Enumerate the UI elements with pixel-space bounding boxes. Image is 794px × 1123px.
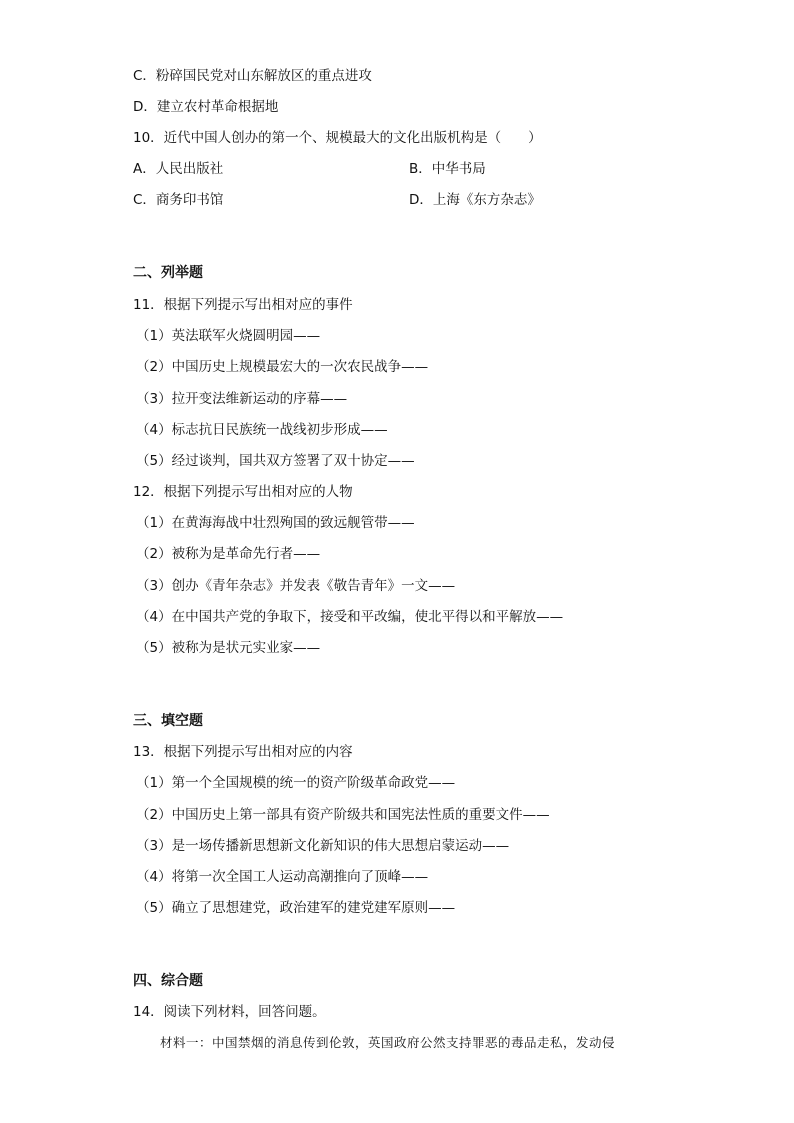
q12-item-3: （3）创办《青年杂志》并发表《敬告青年》一文——: [136, 578, 456, 594]
q10-option-d: D．上海《东方杂志》: [409, 192, 541, 208]
q11-item-3: （3）拉开变法维新运动的序幕——: [136, 391, 348, 407]
q10-stem: 10．近代中国人创办的第一个、规模最大的文化出版机构是（ ）: [133, 130, 542, 146]
q13-item-1: （1）第一个全国规模的统一的资产阶级革命政党——: [136, 775, 456, 791]
section-2-title: 二、列举题: [133, 265, 203, 281]
q11-item-2: （2）中国历史上规模最宏大的一次农民战争——: [136, 359, 429, 375]
q12-item-5: （5）被称为是状元实业家——: [136, 640, 321, 656]
q11-item-1: （1）英法联军火烧圆明园——: [136, 328, 321, 344]
q14-material-1: 材料一：中国禁烟的消息传到伦敦，英国政府公然支持罪恶的毒品走私，发动侵: [160, 1035, 616, 1050]
q13-item-3: （3）是一场传播新思想新文化新知识的伟大思想启蒙运动——: [136, 838, 510, 854]
q10-option-a: A．人民出版社: [133, 161, 224, 177]
q9-option-d: D．建立农村革命根据地: [133, 99, 279, 115]
q9-option-c: C．粉碎国民党对山东解放区的重点进攻: [133, 68, 372, 84]
q11-item-5: （5）经过谈判，国共双方签署了双十协定——: [136, 453, 415, 469]
q11-stem: 11．根据下列提示写出相对应的事件: [133, 297, 353, 313]
q10-option-c: C．商务印书馆: [133, 192, 224, 208]
section-4-title: 四、综合题: [133, 973, 203, 989]
q12-item-4: （4）在中国共产党的争取下，接受和平改编，使北平得以和平解放——: [136, 609, 564, 625]
q13-stem: 13．根据下列提示写出相对应的内容: [133, 744, 353, 760]
q13-item-2: （2）中国历史上第一部具有资产阶级共和国宪法性质的重要文件——: [136, 807, 550, 823]
q13-item-5: （5）确立了思想建党，政治建军的建党建军原则——: [136, 900, 456, 916]
q14-stem: 14．阅读下列材料，回答问题。: [133, 1004, 326, 1020]
q11-item-4: （4）标志抗日民族统一战线初步形成——: [136, 422, 388, 438]
q12-item-1: （1）在黄海海战中壮烈殉国的致远舰管带——: [136, 515, 415, 531]
q12-stem: 12．根据下列提示写出相对应的人物: [133, 484, 353, 500]
q12-item-2: （2）被称为是革命先行者——: [136, 546, 321, 562]
section-3-title: 三、填空题: [133, 713, 203, 729]
q10-option-b: B．中华书局: [409, 161, 486, 177]
q13-item-4: （4）将第一次全国工人运动高潮推向了顶峰——: [136, 869, 429, 885]
